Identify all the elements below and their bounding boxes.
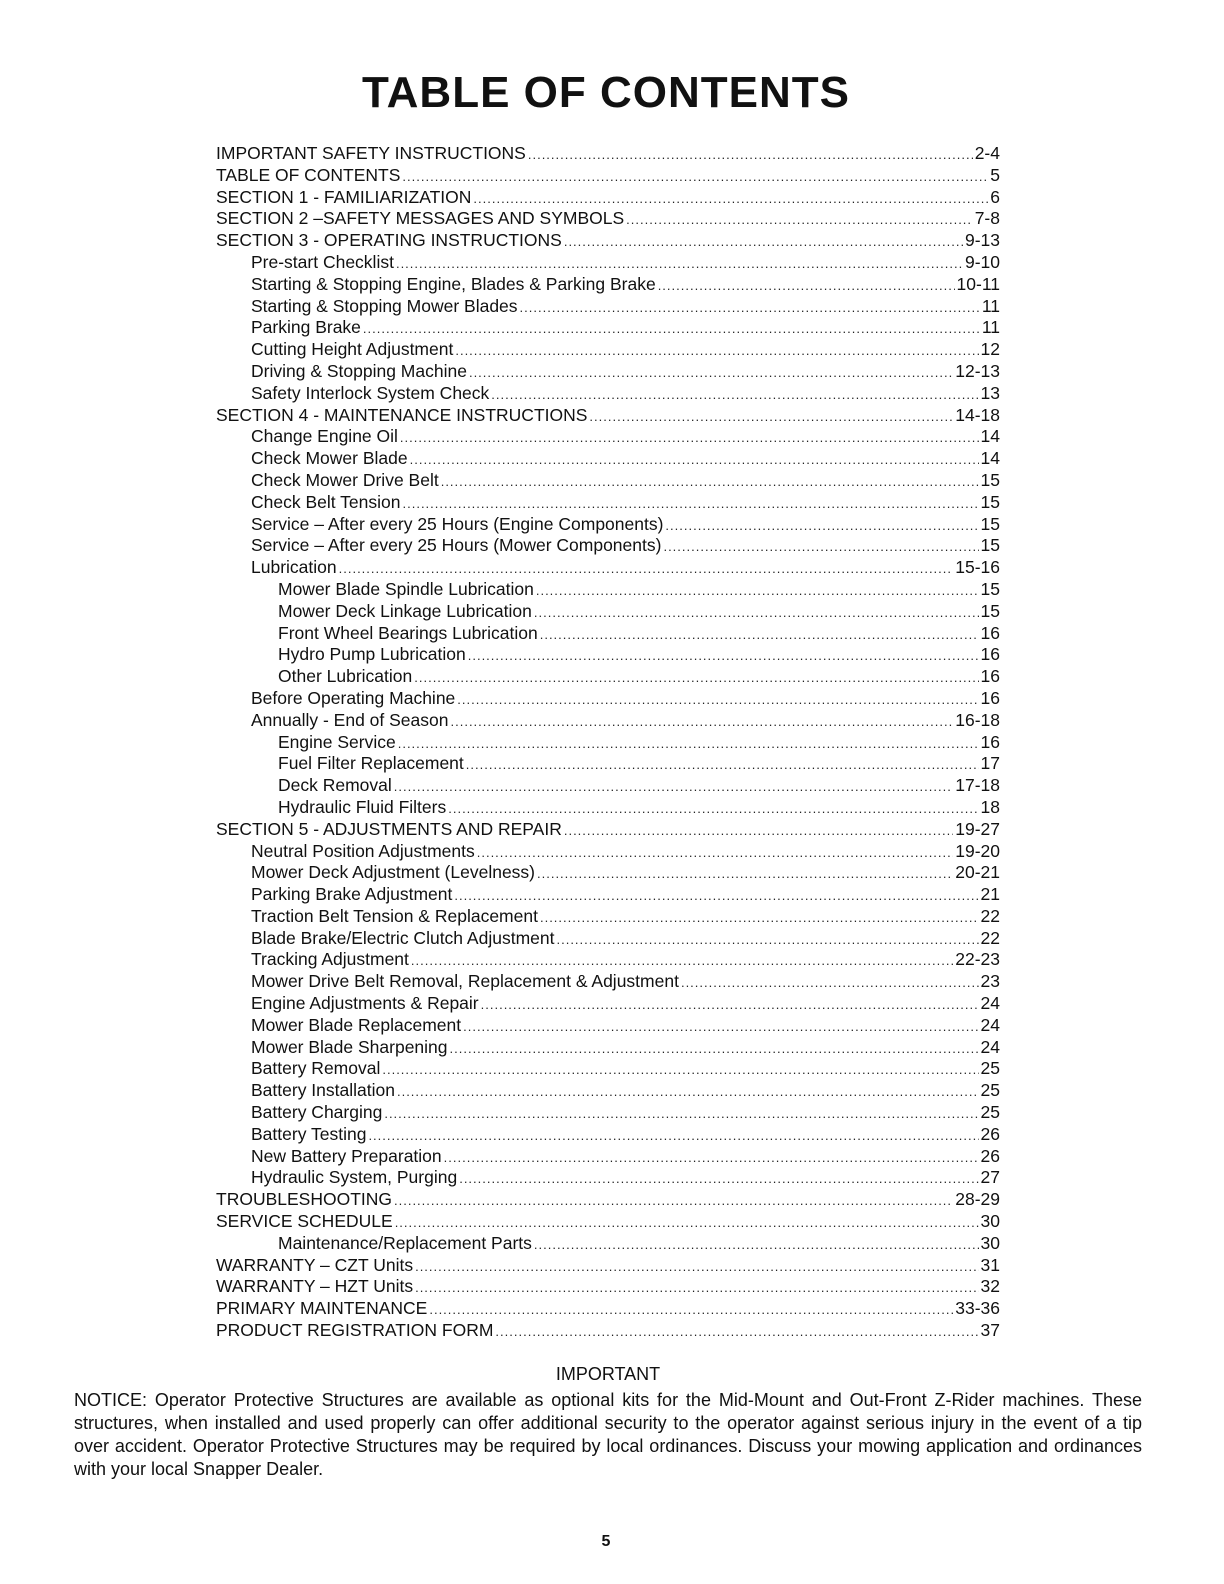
toc-entry-title: Engine Adjustments & Repair: [251, 993, 479, 1014]
toc-entry-page: 12: [980, 339, 1000, 360]
toc-entry: [216, 601, 1000, 623]
dot-leader: [411, 950, 953, 971]
toc-entry-title: Tracking Adjustment: [251, 949, 409, 970]
toc-entry-title: SECTION 3 - OPERATING INSTRUCTIONS: [216, 230, 562, 251]
toc-entry: [216, 1124, 1000, 1146]
toc-entry-page: 16: [980, 622, 1000, 643]
toc-entry-page: 25: [980, 1080, 1000, 1101]
toc-entry: [216, 884, 1000, 906]
toc-entry: [216, 470, 1000, 492]
dot-leader: [448, 798, 978, 819]
toc-entry-title: Mower Deck Linkage Lubrication: [278, 600, 532, 621]
toc-entry: [216, 797, 1000, 819]
toc-entry: [216, 492, 1000, 514]
toc-entry-page: 26: [980, 1123, 1000, 1144]
toc-entry-title: SECTION 5 - ADJUSTMENTS AND REPAIR: [216, 818, 562, 839]
toc-entry: [216, 753, 1000, 775]
dot-leader: [534, 1234, 979, 1255]
toc-entry-page: 27: [980, 1167, 1000, 1188]
toc-entry-page: 7-8: [974, 208, 1000, 229]
dot-leader: [468, 645, 979, 666]
toc-entry-page: 22: [980, 927, 1000, 948]
toc-entry-page: 37: [980, 1320, 1000, 1341]
toc-entry-page: 14: [980, 448, 1000, 469]
toc-entry-title: Check Mower Drive Belt: [251, 469, 439, 490]
toc-entry-page: 9-13: [964, 230, 1000, 251]
toc-entry: [216, 405, 1000, 427]
toc-entry: [216, 1080, 1000, 1102]
toc-entry-title: Battery Testing: [251, 1123, 367, 1144]
dot-leader: [398, 733, 979, 754]
toc-entry: [216, 710, 1000, 732]
toc-entry-page: 15: [980, 491, 1000, 512]
dot-leader: [410, 449, 979, 470]
toc-entry-title: Blade Brake/Electric Clutch Adjustment: [251, 927, 555, 948]
dot-leader: [454, 885, 978, 906]
toc-entry: [216, 1255, 1000, 1277]
toc-entry: [216, 1058, 1000, 1080]
dot-leader: [534, 602, 979, 623]
toc-entry: [216, 1037, 1000, 1059]
toc-entry-title: Mower Blade Sharpening: [251, 1036, 448, 1057]
toc-entry-page: 14-18: [955, 404, 1000, 425]
dot-leader: [495, 1321, 978, 1342]
toc-entry-page: 22-23: [955, 949, 1000, 970]
dot-leader: [663, 536, 978, 557]
toc-entry-title: Deck Removal: [278, 775, 392, 796]
toc-entry: [216, 535, 1000, 557]
toc-entry-page: 14: [980, 426, 1000, 447]
dot-leader: [363, 318, 980, 339]
toc-entry-page: 25: [980, 1058, 1000, 1079]
toc-entry: [216, 1189, 1000, 1211]
toc-entry-page: 23: [980, 971, 1000, 992]
toc-entry-title: IMPORTANT SAFETY INSTRUCTIONS: [216, 143, 526, 163]
toc-entry-page: 16-18: [955, 709, 1000, 730]
toc-entry-page: 24: [980, 993, 1000, 1014]
toc-entry: [216, 383, 1000, 405]
toc-entry-title: Mower Drive Belt Removal, Replacement & Adjustment: [251, 971, 679, 992]
toc-entry-page: 18: [980, 796, 1000, 817]
toc-entry-title: PRIMARY MAINTENANCE: [216, 1298, 428, 1319]
toc-entry-title: Fuel Filter Replacement: [278, 753, 464, 774]
toc-entry-title: Battery Installation: [251, 1080, 395, 1101]
toc-entry-title: Service – After every 25 Hours (Mower Components): [251, 535, 662, 556]
toc-entry: [216, 623, 1000, 645]
toc-entry: [216, 971, 1000, 993]
dot-leader: [520, 297, 980, 318]
toc-entry-title: Lubrication: [251, 557, 337, 578]
dot-leader: [402, 166, 988, 187]
toc-entry-page: 15: [980, 469, 1000, 490]
toc-entry-page: 24: [980, 1014, 1000, 1035]
toc-entry-title: SECTION 2 –SAFETY MESSAGES AND SYMBOLS: [216, 208, 625, 229]
dot-leader: [400, 427, 979, 448]
toc-entry: [216, 296, 1000, 318]
dot-leader: [429, 1299, 953, 1320]
toc-entry-title: Front Wheel Bearings Lubrication: [278, 622, 538, 643]
dot-leader: [556, 929, 978, 950]
dot-leader: [455, 340, 978, 361]
dot-leader: [415, 1256, 978, 1277]
toc-entry-page: 11: [981, 317, 1000, 338]
toc-entry-title: Mower Deck Adjustment (Levelness): [251, 862, 535, 883]
toc-entry-title: Hydraulic System, Purging: [251, 1167, 458, 1188]
toc-entry: [216, 1233, 1000, 1255]
toc-entry-page: 19-27: [955, 818, 1000, 839]
toc-entry: [216, 1298, 1000, 1320]
toc-entry: [216, 426, 1000, 448]
toc-entry-title: SECTION 4 - MAINTENANCE INSTRUCTIONS: [216, 404, 588, 425]
toc-entry-page: 15: [980, 535, 1000, 556]
toc-entry-title: Battery Removal: [251, 1058, 381, 1079]
toc-entry-page: 28-29: [955, 1189, 1000, 1210]
toc-entry: [216, 928, 1000, 950]
toc-entry-page: 5: [990, 164, 1000, 185]
toc-entry-page: 11: [981, 295, 1000, 316]
toc-entry-title: Before Operating Machine: [251, 687, 456, 708]
dot-leader: [394, 776, 953, 797]
toc-entry: [216, 448, 1000, 470]
toc-entry: [216, 906, 1000, 928]
toc-entry: [216, 841, 1000, 863]
toc-entry: [216, 732, 1000, 754]
toc-entry-page: 16: [980, 687, 1000, 708]
toc-entry-page: 30: [980, 1211, 1000, 1232]
notice-heading: IMPORTANT: [555, 1364, 661, 1384]
toc-entry-page: 20-21: [955, 862, 1000, 883]
toc-entry-page: 31: [980, 1254, 1000, 1275]
dot-leader: [528, 144, 973, 165]
toc-entry: [216, 579, 1000, 601]
dot-leader: [564, 231, 963, 252]
dot-leader: [459, 1168, 978, 1189]
toc-entry-page: 16: [980, 666, 1000, 687]
notice-text: NOTICE: Operator Protective Structures are available as optional kits for the Mid-Mount and Out-Front Z-Rider machines. These structures, when installed and used properly can offer additional security to the operator against serious injury in the event of a tip over accident. Operator Protective Structures may be required by local ordinances. Discuss your mowing application and ordinances with your local Snapper Dealer.: [74, 1390, 1142, 1479]
toc-entry-page: 22: [980, 905, 1000, 926]
dot-leader: [665, 515, 978, 536]
toc-entry-title: Hydraulic Fluid Filters: [278, 796, 447, 817]
toc-entry-page: 26: [980, 1145, 1000, 1166]
toc-entry: [216, 514, 1000, 536]
dot-leader: [415, 1277, 978, 1298]
toc-entry-page: 16: [980, 644, 1000, 665]
toc-entry-title: PRODUCT REGISTRATION FORM: [216, 1320, 494, 1341]
toc-entry-title: Check Belt Tension: [251, 491, 401, 512]
toc-entry: [216, 339, 1000, 361]
dot-leader: [441, 471, 979, 492]
toc-entry-title: WARRANTY – HZT Units: [216, 1276, 414, 1297]
toc-entry-page: 12-13: [955, 360, 1000, 381]
dot-leader: [477, 842, 954, 863]
dot-leader: [536, 580, 979, 601]
toc-entry: [216, 1211, 1000, 1233]
dot-leader: [469, 362, 953, 383]
toc-entry-title: SECTION 1 - FAMILIARIZATION: [216, 186, 472, 207]
dot-leader: [658, 275, 955, 296]
toc-entry-title: Other Lubrication: [278, 666, 413, 687]
toc-entry-page: 25: [980, 1102, 1000, 1123]
toc-entry-title: TROUBLESHOOTING: [216, 1189, 392, 1210]
toc-entry-title: TABLE OF CONTENTS: [216, 164, 401, 185]
toc-entry: [216, 949, 1000, 971]
dot-leader: [384, 1103, 978, 1124]
toc-entry: [216, 862, 1000, 884]
dot-leader: [394, 1190, 953, 1211]
toc-entry-title: Pre-start Checklist: [251, 251, 394, 272]
dot-leader: [491, 384, 978, 405]
dot-leader: [537, 863, 953, 884]
toc-entry-page: 17-18: [955, 775, 1000, 796]
dot-leader: [339, 558, 954, 579]
toc-entry-title: Annually - End of Season: [251, 709, 449, 730]
toc-entry-title: Parking Brake Adjustment: [251, 884, 453, 905]
toc-entry: [216, 644, 1000, 666]
toc-entry-title: Safety Interlock System Check: [251, 382, 490, 403]
toc-entry-title: Neutral Position Adjustments: [251, 840, 475, 861]
toc-entry: [216, 1146, 1000, 1168]
dot-leader: [540, 624, 979, 645]
dot-leader: [396, 253, 963, 274]
toc-entry-page: 15: [980, 600, 1000, 621]
dot-leader: [451, 711, 954, 732]
toc-entry: [216, 187, 1000, 209]
dot-leader: [473, 188, 988, 209]
toc-entry-title: Engine Service: [278, 731, 396, 752]
toc-entry-title: WARRANTY – CZT Units: [216, 1254, 414, 1275]
toc-entry-page: 21: [980, 884, 1000, 905]
dot-leader: [626, 209, 973, 230]
toc-entry-page: 33-36: [955, 1298, 1000, 1319]
dot-leader: [368, 1125, 978, 1146]
toc-entry-page: 9-10: [964, 251, 1000, 272]
table-of-contents: [216, 143, 1000, 1342]
toc-entry: [216, 1320, 1000, 1342]
toc-entry: [216, 317, 1000, 339]
toc-entry-title: Maintenance/Replacement Parts: [278, 1232, 532, 1253]
dot-leader: [589, 406, 953, 427]
dot-leader: [414, 667, 978, 688]
toc-entry-page: 13: [980, 382, 1000, 403]
page-title: TABLE OF CONTENTS: [362, 68, 850, 117]
toc-entry-title: Cutting Height Adjustment: [251, 339, 454, 360]
toc-entry: [216, 230, 1000, 252]
toc-entry-page: 10-11: [956, 273, 1000, 294]
dot-leader: [466, 754, 979, 775]
toc-entry: [216, 688, 1000, 710]
toc-entry: [216, 666, 1000, 688]
toc-entry-page: 15: [980, 513, 1000, 534]
dot-leader: [564, 820, 953, 841]
dot-leader: [382, 1059, 978, 1080]
page-number: 5: [601, 1533, 611, 1550]
toc-entry-page: 19-20: [955, 840, 1000, 861]
toc-entry: [216, 165, 1000, 187]
toc-entry: [216, 1276, 1000, 1298]
dot-leader: [395, 1212, 979, 1233]
toc-entry-title: Hydro Pump Lubrication: [278, 644, 466, 665]
toc-entry: [216, 1015, 1000, 1037]
toc-entry-title: Service – After every 25 Hours (Engine Components): [251, 513, 664, 534]
toc-entry-title: Check Mower Blade: [251, 448, 408, 469]
dot-leader: [463, 1016, 978, 1037]
toc-entry: [216, 143, 1000, 165]
toc-entry-page: 24: [980, 1036, 1000, 1057]
toc-entry: [216, 252, 1000, 274]
toc-entry-page: 2-4: [974, 143, 1000, 163]
toc-entry-page: 15-16: [955, 557, 1000, 578]
toc-entry: [216, 775, 1000, 797]
toc-entry-title: Parking Brake: [251, 317, 361, 338]
toc-entry-title: Traction Belt Tension & Replacement: [251, 905, 538, 926]
toc-entry-page: 16: [980, 731, 1000, 752]
toc-entry-title: Driving & Stopping Machine: [251, 360, 467, 381]
dot-leader: [457, 689, 978, 710]
toc-entry: [216, 1102, 1000, 1124]
toc-entry: [216, 208, 1000, 230]
dot-leader: [397, 1081, 979, 1102]
toc-entry-title: Starting & Stopping Engine, Blades & Parking Brake: [251, 273, 656, 294]
dot-leader: [681, 972, 979, 993]
dot-leader: [444, 1147, 979, 1168]
toc-entry-title: Mower Blade Spindle Lubrication: [278, 578, 534, 599]
toc-entry-page: 30: [980, 1232, 1000, 1253]
toc-entry-title: New Battery Preparation: [251, 1145, 442, 1166]
toc-entry-title: SERVICE SCHEDULE: [216, 1211, 393, 1232]
toc-entry: [216, 993, 1000, 1015]
dot-leader: [481, 994, 979, 1015]
toc-entry: [216, 557, 1000, 579]
toc-entry: [216, 1167, 1000, 1189]
toc-entry: [216, 819, 1000, 841]
toc-entry-title: Mower Blade Replacement: [251, 1014, 462, 1035]
toc-entry: [216, 361, 1000, 383]
toc-entry-page: 15: [980, 578, 1000, 599]
toc-entry-title: Change Engine Oil: [251, 426, 398, 447]
toc-entry: [216, 274, 1000, 296]
toc-entry-page: 32: [980, 1276, 1000, 1297]
dot-leader: [450, 1038, 979, 1059]
dot-leader: [540, 907, 979, 928]
toc-entry-page: 6: [990, 186, 1000, 207]
toc-entry-page: 17: [980, 753, 1000, 774]
dot-leader: [403, 493, 979, 514]
toc-entry-title: Starting & Stopping Mower Blades: [251, 295, 518, 316]
toc-entry-title: Battery Charging: [251, 1102, 383, 1123]
